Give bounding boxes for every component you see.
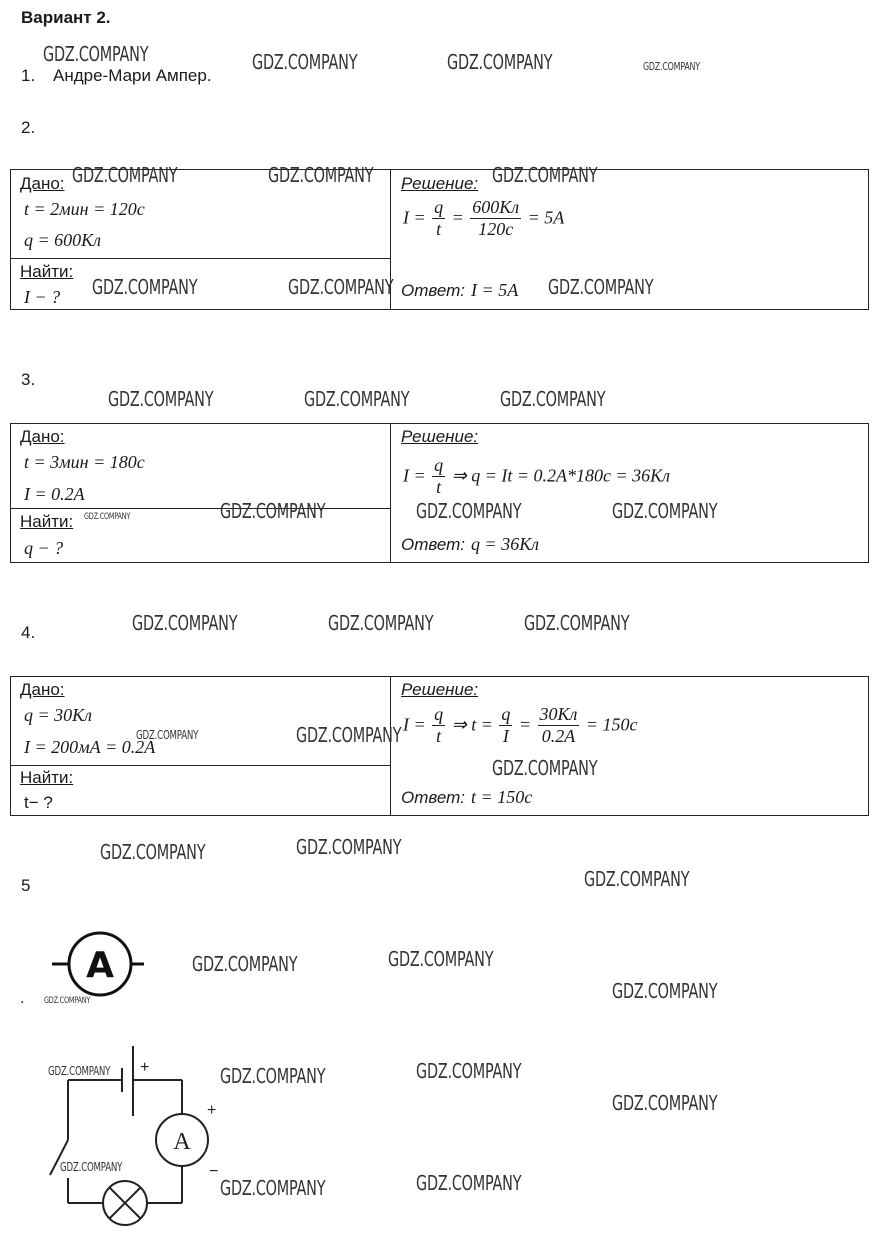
page-title: Вариант 2. [21,8,111,27]
ammeter-letter: A [86,945,114,986]
q3-table [10,423,869,563]
q2-given-time: t = 2мин = 120с [24,199,145,219]
q4-find-label: Найти: [20,768,74,787]
q2-given-label: Дано: [20,174,65,193]
watermark: GDZ.COMPANY [584,867,690,891]
watermark: GDZ.COMPANY [296,723,402,747]
q3-answer: Ответ: q = 36Кл [401,534,539,554]
q3-given-time: t = 3мин = 180с [24,452,145,472]
q5-number: 5 [21,876,31,895]
watermark: GDZ.COMPANY [492,163,598,187]
q2-answer: Ответ: I = 5А [401,280,519,300]
watermark: GDZ.COMPANY [132,611,238,635]
q1-answer: Андре-Мари Ампер. [53,66,212,85]
q4-given-charge: q = 30Кл [24,705,92,725]
circuit-ammeter-letter: A [173,1129,191,1155]
q4-number: 4. [21,623,36,642]
watermark: GDZ.COMPANY [43,42,149,66]
watermark: GDZ.COMPANY [388,947,494,971]
q4-answer: Ответ: t = 150с [401,787,533,807]
watermark: GDZ.COMPANY [92,275,198,299]
watermark: GDZ.COMPANY [296,835,402,859]
watermark: GDZ.COMPANY [100,840,206,864]
watermark: GDZ.COMPANY [220,499,326,523]
q2-find-label: Найти: [20,262,74,281]
q3-find: q − ? [24,538,64,558]
watermark: GDZ.COMPANY [288,275,394,299]
watermark: GDZ.COMPANY [548,275,654,299]
q2-solution-label: Решение: [401,174,479,193]
watermark: GDZ.COMPANY [108,387,214,411]
watermark: GDZ.COMPANY [44,996,91,1006]
watermark: GDZ.COMPANY [192,952,298,976]
watermark: GDZ.COMPANY [612,499,718,523]
watermark: GDZ.COMPANY [612,1091,718,1115]
q5-dot: . [20,990,25,1007]
watermark: GDZ.COMPANY [643,60,700,73]
watermark: GDZ.COMPANY [304,387,410,411]
watermark: GDZ.COMPANY [612,979,718,1003]
watermark: GDZ.COMPANY [416,499,522,523]
watermark: GDZ.COMPANY [268,163,374,187]
watermark: GDZ.COMPANY [252,50,358,74]
watermark: GDZ.COMPANY [220,1064,326,1088]
q3-formula: I = $\frac{q}{t}$ ⇒ q = It = 0.2А*180с = 36Кл [403,455,670,497]
q3-find-label: Найти: [20,512,74,531]
ammeter-minus-sign: − [209,1163,219,1180]
ammeter-symbol-icon [50,930,150,1000]
q3-number: 3. [21,370,36,389]
q3-given-label: Дано: [20,427,65,446]
watermark: GDZ.COMPANY [84,512,131,522]
q4-given-label: Дано: [20,680,65,699]
watermark: GDZ.COMPANY [60,1160,123,1174]
q4-table [10,676,869,816]
watermark: GDZ.COMPANY [416,1059,522,1083]
watermark: GDZ.COMPANY [72,163,178,187]
q4-given-current: I = 200мА = 0.2А [24,737,156,757]
q2-number: 2. [21,118,36,137]
watermark: GDZ.COMPANY [500,387,606,411]
watermark: GDZ.COMPANY [524,611,630,635]
q2-find: I − ? [24,287,61,307]
ammeter-plus-sign: + [207,1102,217,1119]
q4-formula: I = $\frac{q}{t}$ ⇒ t = $\frac{q}{I}$ = $\frac{30Кл}{0.2А}$ = 150с [403,704,638,746]
q4-find: t− ? [24,793,53,812]
battery-plus-sign: + [140,1059,150,1076]
watermark: GDZ.COMPANY [492,756,598,780]
q2-given-charge: q = 600Кл [24,230,101,250]
watermark: GDZ.COMPANY [416,1171,522,1195]
q3-given-current: I = 0.2А [24,484,85,504]
watermark: GDZ.COMPANY [447,50,553,74]
watermark: GDZ.COMPANY [48,1064,111,1078]
watermark: GDZ.COMPANY [220,1176,326,1200]
q2-formula: I = $\frac{q}{t}$ = $\frac{600Кл}{120с}$ = 5А [403,197,565,239]
q3-solution-label: Решение: [401,427,479,446]
watermark: GDZ.COMPANY [328,611,434,635]
q1-number: 1. [21,66,36,85]
watermark: GDZ.COMPANY [136,728,199,742]
q4-solution-label: Решение: [401,680,479,699]
